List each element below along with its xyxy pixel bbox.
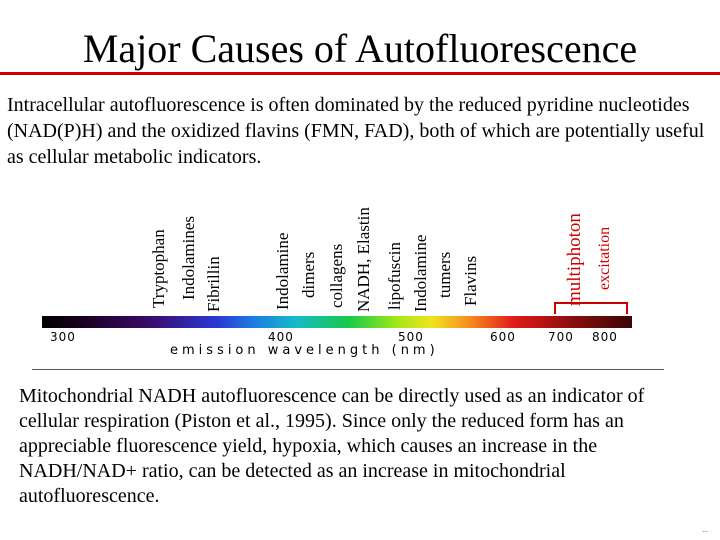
title-underline — [0, 72, 720, 75]
separator-line — [32, 369, 664, 370]
label-fibrillin: Fibrillin — [204, 256, 223, 312]
label-indolamine-tumers-2: tumers — [435, 251, 454, 298]
slide-title: Major Causes of Autofluorescence — [82, 26, 638, 71]
tick-700: 700 — [548, 330, 574, 344]
label-indolamine-tumers-1: Indolamine — [411, 234, 430, 312]
label-excitation: excitation — [596, 226, 613, 290]
label-indolamine-dimers-2: dimers — [299, 251, 318, 298]
page-number: ... — [702, 527, 708, 534]
excitation-bracket — [554, 302, 628, 314]
tick-800: 800 — [592, 330, 618, 344]
tick-400: 400 — [268, 330, 294, 344]
tick-600: 600 — [490, 330, 516, 344]
label-tryptophan: Tryptophan — [149, 229, 168, 308]
label-indolamine-dimers-1: Indolamine — [273, 232, 292, 310]
emission-spectrum-bar — [42, 316, 632, 328]
tick-500: 500 — [398, 330, 424, 344]
label-flavins: Flavins — [461, 255, 480, 306]
label-multiphoton: multiphoton — [564, 213, 585, 306]
label-indolamines: Indolamines — [179, 215, 198, 300]
axis-label: emission wavelength (nm) — [170, 343, 439, 358]
label-collagens: collagens — [327, 243, 346, 308]
tick-300: 300 — [50, 330, 76, 344]
label-lipofuscin: lipofuscin — [385, 242, 404, 310]
label-nadh-elastin: NADH, Elastin — [354, 207, 373, 312]
body-paragraph: Mitochondrial NADH autofluorescence can be directly used as an indicator of cellular respiration (Piston et al., 1995). Since only the reduced form has an appreciable fluorescence yield, hypoxia, which causes an increase in the NADH/NAD+ ratio, can be detected as an increase in mitochondrial autofluorescence. — [19, 385, 645, 507]
intro-paragraph: Intracellular autofluorescence is often dominated by the reduced pyridine nucleotides (NAD(P)H) and the oxidized flavins (FMN, FAD), both of which are potentially useful as cellular metabolic indicators. — [7, 94, 705, 168]
